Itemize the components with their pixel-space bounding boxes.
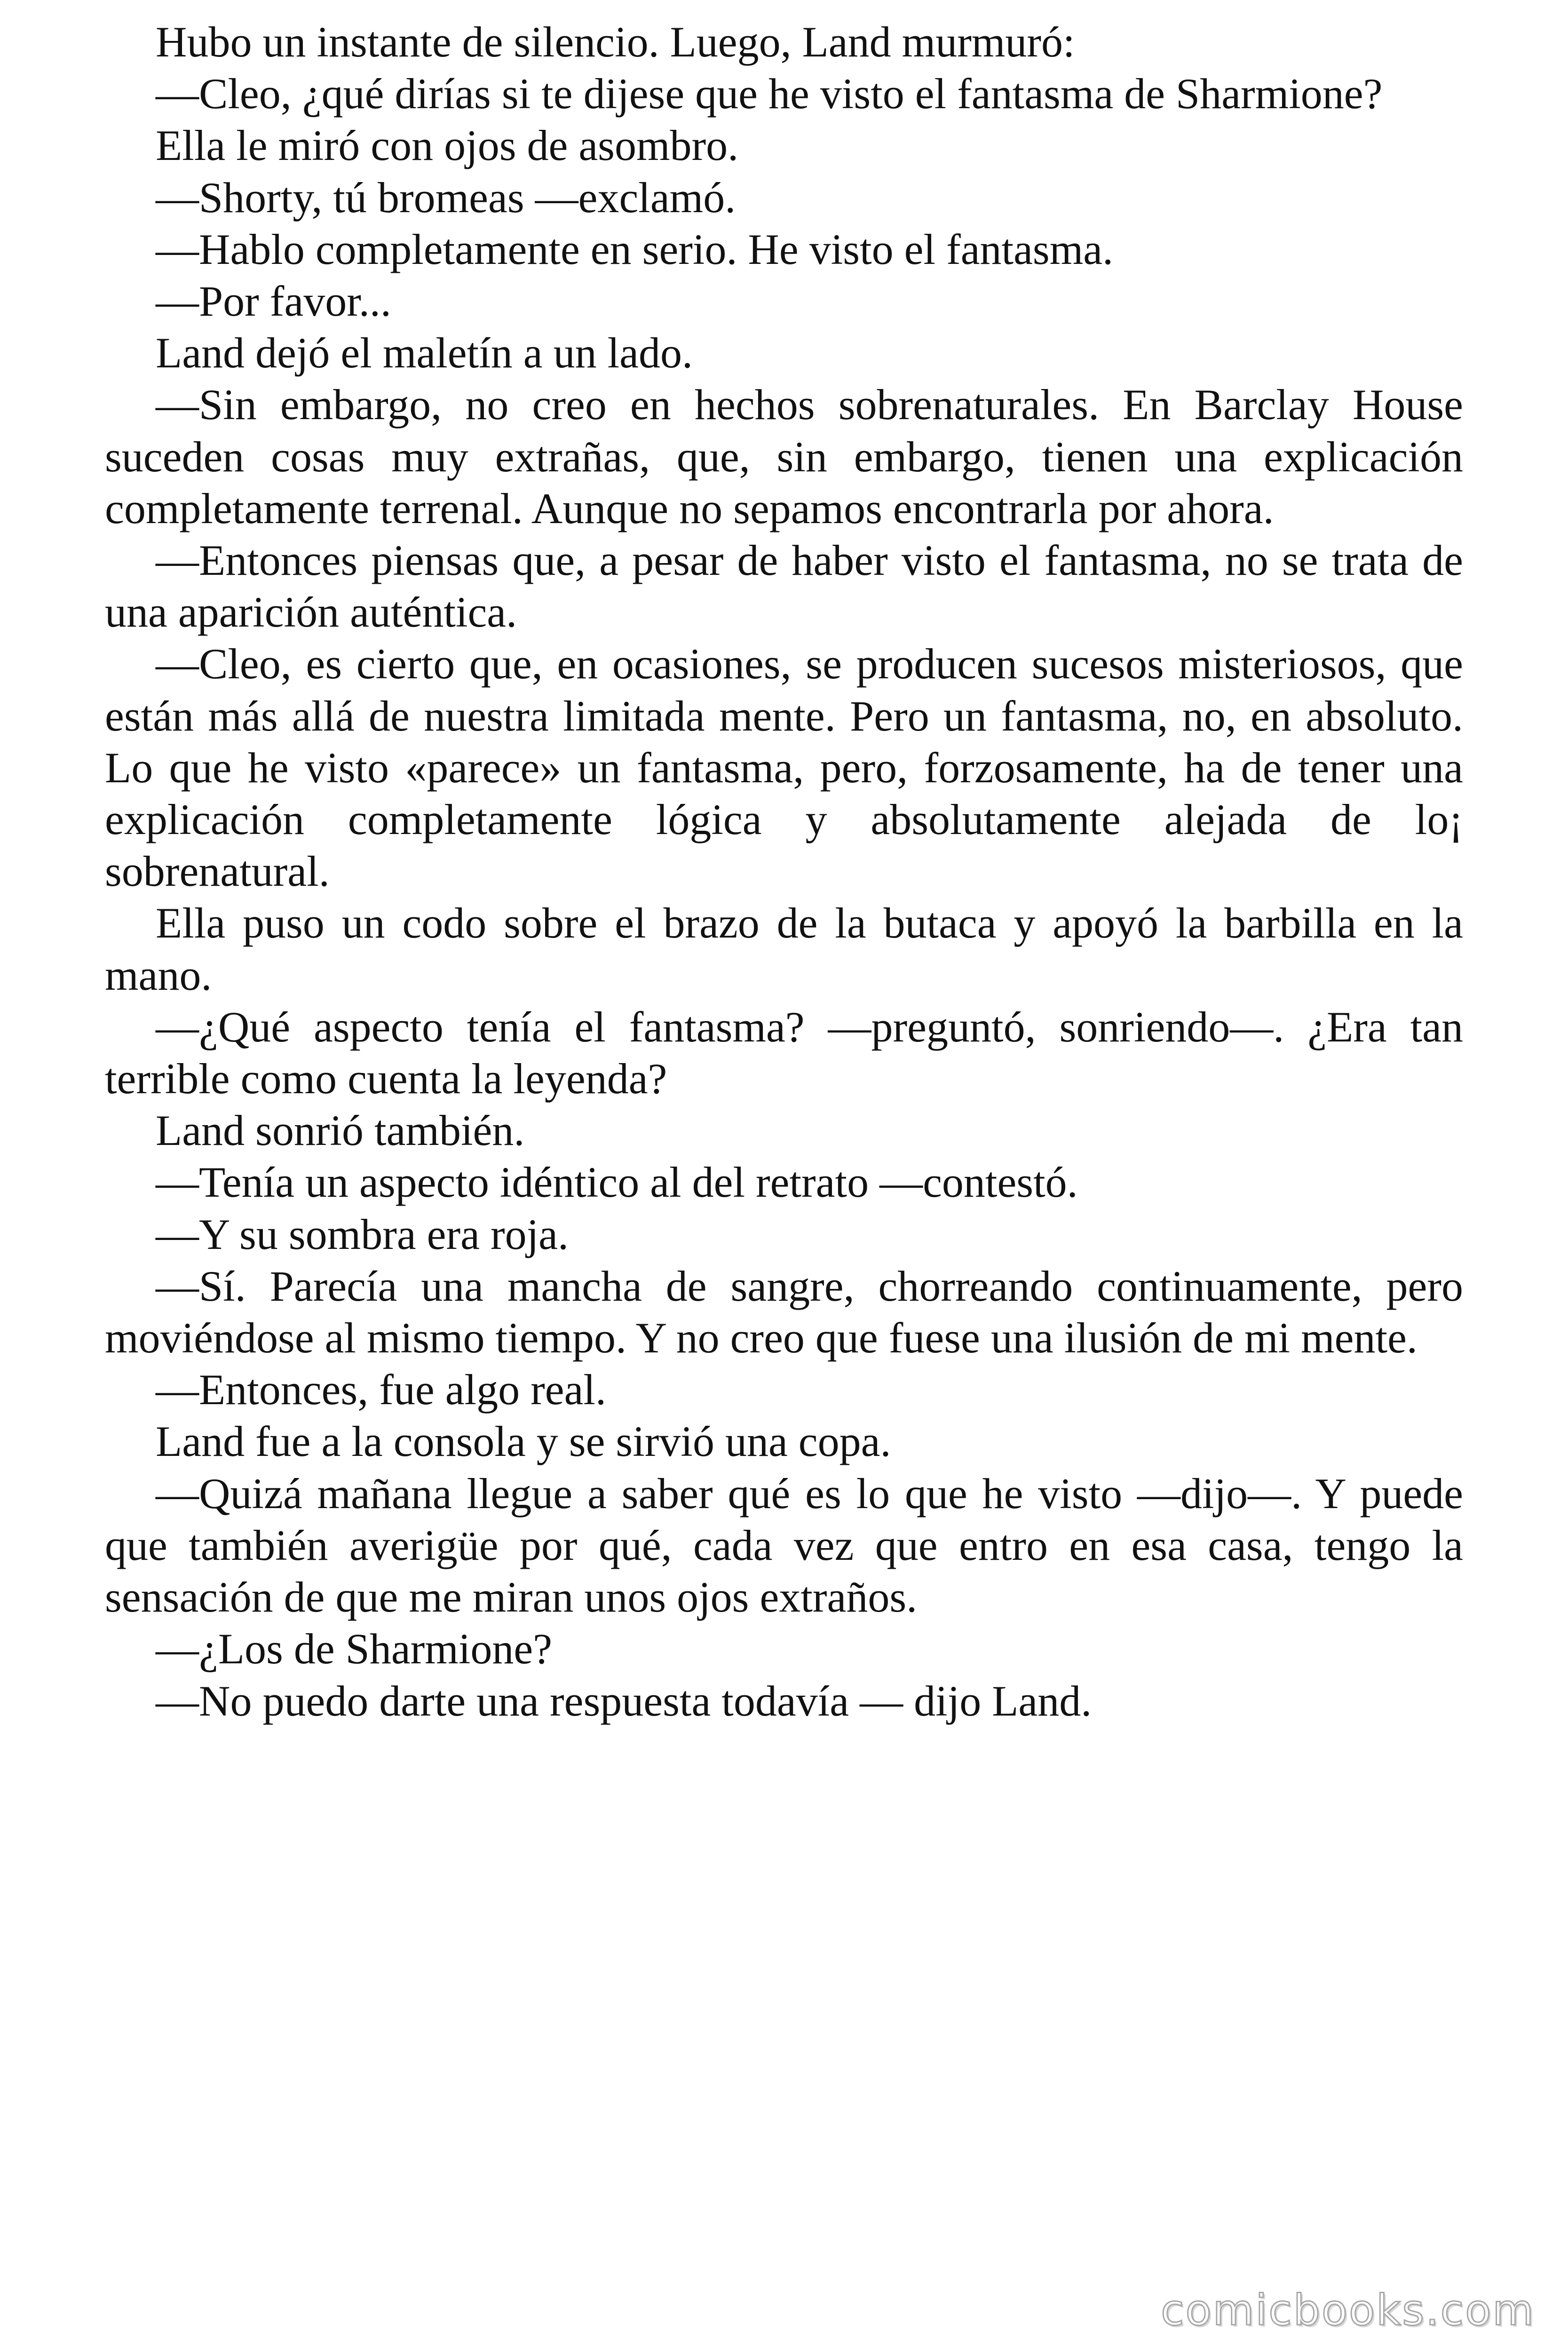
paragraph	[105, 1208, 1463, 1260]
text-line: sensación de que me miran unos ojos extraños.	[105, 1573, 918, 1621]
text-line: —Sin embargo, no creo en hechos sobrenaturales. En Barclay House	[156, 381, 1463, 429]
paragraph	[105, 119, 1463, 171]
text-line: —Cleo, ¿qué dirías si te dijese que he visto el fantasma de Sharmione?	[156, 70, 1383, 118]
text-line: suceden cosas muy extrañas, que, sin embargo, tienen una explicación	[105, 432, 1463, 481]
paragraph	[105, 1415, 1463, 1467]
paragraph	[105, 1104, 1463, 1156]
text-line: están más allá de nuestra limitada mente. Pero un fantasma, no, en absoluto.	[105, 691, 1463, 740]
text-line: Hubo un instante de silencio. Luego, Land murmuró:	[156, 18, 1075, 66]
paragraph	[105, 172, 1463, 223]
paragraph	[105, 1675, 1463, 1727]
paragraph	[105, 1623, 1463, 1675]
text-line: Ella le miró con ojos de asombro.	[156, 121, 739, 170]
text-line: —Cleo, es cierto que, en ocasiones, se producen sucesos misteriosos, que	[156, 640, 1463, 688]
paragraph	[105, 534, 1463, 638]
text-line: completamente terrenal. Aunque no sepamos encontrarla por ahora.	[105, 484, 1274, 532]
paragraph	[105, 16, 1463, 68]
text-line: —¿Los de Sharmione?	[156, 1625, 553, 1673]
text-line: Ella puso un codo sobre el brazo de la butaca y apoyó la barbilla en la	[156, 899, 1463, 947]
paragraph	[105, 275, 1463, 327]
paragraph	[105, 68, 1463, 119]
text-line: mano.	[105, 951, 212, 999]
text-line: —Y su sombra era roja.	[156, 1210, 569, 1258]
text-line: —¿Qué aspecto tenía el fantasma? —preguntó, sonriendo—. ¿Era tan	[156, 1002, 1463, 1051]
watermark: comicbooks.com	[1161, 2286, 1535, 2335]
paragraph	[105, 1468, 1463, 1623]
text-line: moviéndose al mismo tiempo. Y no creo que fuese una ilusión de mi mente.	[105, 1314, 1418, 1362]
text-line: —Por favor...	[156, 277, 391, 326]
text-line: —Entonces, fue algo real.	[156, 1366, 606, 1414]
paragraph	[105, 327, 1463, 379]
text-line: Lo que he visto «parece» un fantasma, pero, forzosamente, ha de tener una	[105, 743, 1463, 792]
text-line: —No puedo darte una respuesta todavía — dijo Land.	[156, 1677, 1092, 1725]
paragraph	[105, 1001, 1463, 1104]
text-line: —Quizá mañana llegue a saber qué es lo que he visto —dijo—. Y puede	[156, 1469, 1463, 1518]
text-line: sobrenatural.	[105, 847, 330, 896]
paragraph	[105, 1260, 1463, 1364]
text-line: una aparición auténtica.	[105, 588, 517, 636]
text-line: que también averigüe por qué, cada vez que entro en esa casa, tengo la	[105, 1521, 1463, 1569]
paragraph	[105, 1364, 1463, 1415]
paragraph	[105, 638, 1463, 897]
text-line: —Hablo completamente en serio. He visto el fantasma.	[156, 225, 1114, 273]
text-line: terrible como cuenta la leyenda?	[105, 1055, 667, 1103]
paragraph	[105, 379, 1463, 534]
text-line: —Sí. Parecía una mancha de sangre, chorreando continuamente, pero	[156, 1262, 1463, 1310]
paragraph	[105, 1156, 1463, 1208]
paragraph	[105, 223, 1463, 275]
text-line: Land fue a la consola y se sirvió una copa.	[156, 1417, 891, 1466]
paragraph	[105, 897, 1463, 1001]
text-line: —Shorty, tú bromeas —exclamó.	[156, 173, 736, 222]
text-line: —Tenía un aspecto idéntico al del retrato —contestó.	[156, 1158, 1078, 1207]
body-text	[105, 16, 1463, 1727]
text-line: Land sonrió también.	[156, 1106, 525, 1155]
text-line: Land dejó el maletín a un lado.	[156, 329, 693, 377]
text-line: —Entonces piensas que, a pesar de haber visto el fantasma, no se trata de	[156, 536, 1463, 585]
text-line: explicación completamente lógica y absolutamente alejada de lo¡	[105, 795, 1463, 844]
